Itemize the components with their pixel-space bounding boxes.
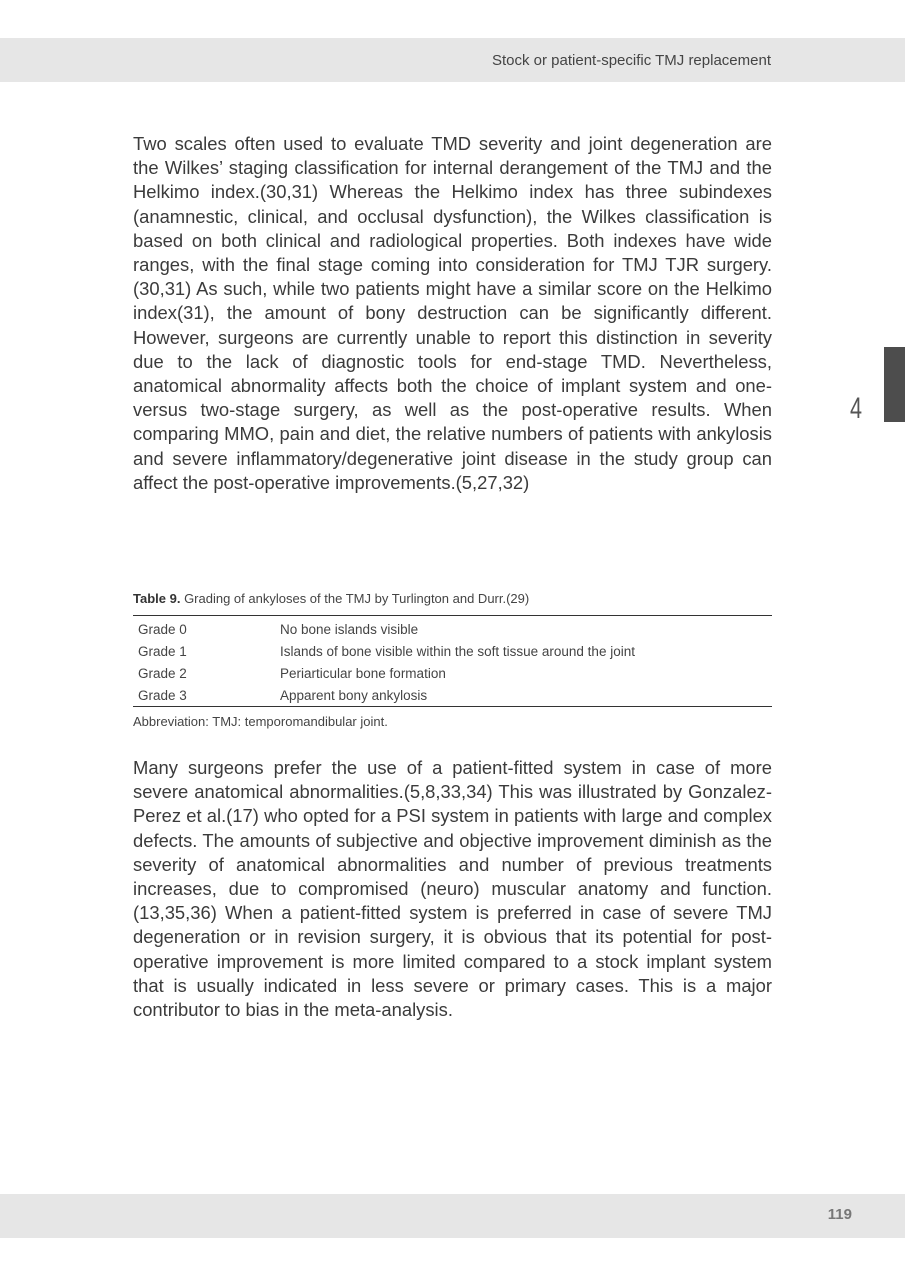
body-paragraph-1: Two scales often used to evaluate TMD severity and joint degeneration are the Wilkes’ staging classification for internal derangement of the TMJ and the Helkimo index.(30,31) Whereas the Helkimo index has three subindexes (anamnestic, clinical, and occlusal dysfunction), the Wilkes classification is based on both clinical and radiological properties. Both indexes have wide ranges, with the final stage coming into consideration for TMJ TJR surgery.(30,31) As such, while two patients might have a similar score on the Helkimo index(31), the amount of bony destruction can be significantly different. However, surgeons are currently unable to report this distinction in severity due to the lack of diagnostic tools for end-stage TMD. Nevertheless, anatomical abnormality affects both the choice of implant system and one- versus two-stage surgery, as well as the post-operative results. When comparing MMO, pain and diet, the relative numbers of patients with ankylosis and severe inflammatory/degenerative joint disease in the study group can affect the post-operative improvements.(5,27,32) — [133, 133, 772, 493]
description-cell: Periarticular bone formation — [280, 665, 446, 681]
description-cell: Apparent bony ankylosis — [280, 687, 428, 703]
running-title: Stock or patient-specific TMJ replacement — [491, 52, 771, 69]
description-cell: Islands of bone visible within the soft tissue around the joint — [280, 643, 635, 659]
table-row — [133, 662, 772, 684]
table-row — [133, 684, 772, 707]
body-paragraph-2: Many surgeons prefer the use of a patient-fitted system in case of more severe anatomical abnormalities.(5,8,33,34) This was illustrated by Gonzalez-Perez et al.(17) who opted for a PSI system in patients with large and complex defects. The amounts of subjective and objective improvement diminish as the severity of anatomical abnormalities and number of previous treatments increases, due to compromised (neuro) muscular anatomy and function.(13,35,36) When a patient-fitted system is preferred in case of severe TMJ degeneration or in revision surgery, it is obvious that its potential for post-operative improvement is more limited compared to a stock implant system that is usually indicated in less severe or primary cases. This is a major contributor to bias in the meta-analysis. — [133, 757, 772, 1021]
table-row — [133, 640, 772, 662]
description-cell: No bone islands visible — [280, 621, 419, 637]
page-footer — [0, 1194, 905, 1238]
table-label: Table 9. — [133, 591, 181, 606]
table-row — [133, 616, 772, 641]
page-number: 119 — [827, 1206, 852, 1223]
table-abbreviation-note: Abbreviation: TMJ: temporomandibular joint. — [133, 714, 388, 729]
grade-cell: Grade 0 — [138, 621, 187, 637]
grade-cell: Grade 2 — [138, 665, 187, 681]
ankylosis-grading-table — [133, 615, 772, 707]
grade-cell: Grade 1 — [138, 643, 187, 659]
chapter-number: 4 — [850, 392, 863, 425]
table-caption-text: Grading of ankyloses of the TMJ by Turlington and Durr.(29) — [180, 591, 530, 606]
grade-cell: Grade 3 — [138, 687, 187, 703]
page-header — [0, 38, 905, 82]
chapter-tab-marker — [884, 347, 905, 422]
table-caption — [133, 591, 772, 606]
